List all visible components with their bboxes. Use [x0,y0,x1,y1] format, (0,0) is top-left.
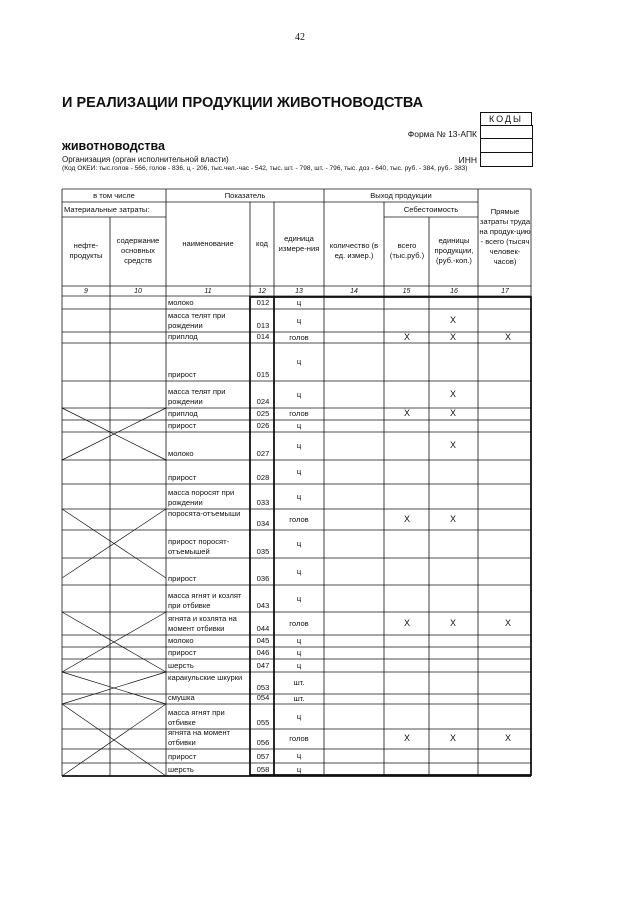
row-unit: ц [296,298,302,307]
row-name: молоко [168,298,194,307]
column-number: 10 [134,288,142,295]
header-quantity: количество (в ед. измер.) [329,241,379,260]
row-unit: голов [289,332,309,342]
row-unit: голов [289,514,309,524]
column-number: 14 [350,288,358,295]
column-number: 13 [295,288,303,295]
form-label: Форма № 13-АПК [407,129,477,139]
row-unit: ц [296,357,302,366]
header-in-total: в том числе [93,191,135,200]
row-code: 057 [256,752,270,761]
row-name: молоко [168,636,194,645]
row-code: 053 [256,683,270,692]
row-name: масса телят при рождении [168,387,226,406]
row-unit: ц [296,593,302,603]
row-code: 055 [256,718,270,727]
not-applicable-mark: X [403,733,410,743]
row-name: ягнята на момент отбивки [168,728,230,747]
row-unit: ц [296,491,302,501]
row-code: 034 [256,519,270,528]
row-unit: ц [296,751,302,760]
row-name: смушка [168,693,195,702]
row-name: прирост [168,574,197,583]
row-unit: ц [296,566,302,576]
row-name: приплод [168,409,198,418]
row-name: прирост [168,421,197,430]
row-code: 035 [256,547,270,556]
header-code: код [256,238,268,248]
not-applicable-mark: X [403,408,410,418]
not-applicable-mark: X [504,331,511,342]
header-labor: Прямые затраты труда на продук-цию - всего (тысяч человек-часов) [479,207,531,266]
not-applicable-mark: X [449,513,456,524]
row-name: масса ягнят и козлят при отбивке [168,591,242,610]
row-code: 015 [256,370,270,379]
row-code: 056 [256,738,270,747]
not-applicable-mark: X [403,513,410,524]
row-code: 028 [256,473,270,482]
header-cost-total: всего (тыс.руб.) [389,241,425,260]
column-number: 9 [84,288,88,295]
not-applicable-mark: X [449,314,456,325]
row-unit: шт. [293,678,305,687]
row-code: 058 [256,765,270,774]
row-name: прирост [168,370,197,379]
not-applicable-mark: X [403,331,410,342]
row-unit: ц [296,636,302,645]
column-number: 16 [450,288,458,295]
section-title: животноводства [62,139,166,153]
not-applicable-mark: X [449,331,456,342]
row-code: 012 [256,298,270,307]
not-applicable-mark: X [504,733,511,743]
row-name: масса ягнят при отбивке [168,708,225,727]
row-name: прирост [168,648,197,657]
row-name: приплод [168,332,198,341]
header-name: наименование [182,238,234,248]
row-unit: голов [289,734,309,743]
header-output: Выход продукции [370,191,432,200]
row-name: прирост поросят-отъемышей [168,537,230,556]
row-unit: ц [296,764,302,774]
row-unit: ц [296,315,302,325]
row-code: 025 [256,409,270,418]
row-unit: ц [296,441,302,450]
row-name: прирост [168,752,197,761]
row-unit: ц [296,421,302,430]
header-cost-unit: единицы продукции, (руб.-коп.) [434,236,474,265]
not-applicable-mark: X [403,617,410,628]
not-applicable-mark: X [449,617,456,628]
row-code: 036 [256,574,270,583]
row-name: поросята-отъемыши [168,509,241,518]
row-code: 026 [256,421,270,430]
row-code: 033 [256,498,270,507]
header-material-costs: Материальные затраты: [64,205,150,214]
not-applicable-mark: X [504,617,511,628]
row-name: ягнята и козлята на момент отбивки [168,614,237,633]
row-unit: голов [289,409,309,418]
row-name: прирост [168,473,197,482]
codes-header: КОДЫ [480,112,532,126]
column-number: 17 [501,288,509,295]
row-unit: шт. [293,694,305,703]
not-applicable-mark: X [449,408,456,418]
row-code: 024 [256,397,270,406]
row-code: 013 [256,321,270,330]
row-unit: ц [296,539,302,548]
row-code: 045 [256,636,270,645]
header-fixed-assets: содержание основных средств [116,236,160,265]
not-applicable-mark: X [449,388,456,399]
row-unit: ц [296,467,302,476]
page-number: 42 [295,32,305,43]
okei-note: (Код ОКЕИ: тыс.голов - 566, голов - 836, ц - 206, тыс.чел.-час - 542, тыс. шт. - 798, шт. - 796, тыс. доз - 640, тыс. руб. - 384, руб.- 383) [62,165,468,172]
row-code: 027 [256,449,270,458]
row-name: шерсть [168,765,194,774]
not-applicable-mark: X [449,733,456,743]
row-unit: ц [296,389,302,399]
not-applicable-mark: X [449,440,456,450]
row-name: масса поросят при рождении [168,488,235,507]
row-name: масса телят при рождении [168,311,226,330]
row-code: 047 [256,661,270,670]
row-unit: ц [296,711,302,721]
row-unit: ц [296,648,302,657]
row-code: 046 [256,648,270,657]
row-name: шерсть [168,661,194,670]
row-name: молоко [168,449,194,458]
row-code: 043 [256,601,270,610]
header-oil-products: нефте-продукты [69,241,103,260]
row-unit: ц [296,660,302,670]
row-code: 044 [256,624,270,633]
column-number: 15 [402,288,411,295]
row-code: 054 [256,693,270,702]
row-code: 014 [256,332,270,341]
header-indicator: Показатель [224,191,266,200]
row-unit: голов [289,618,309,628]
column-number: 12 [258,288,266,295]
row-name: каракульские шкурки [168,673,243,682]
header-unit: единица измере-ния [278,233,320,253]
page-title: И РЕАЛИЗАЦИИ ПРОДУКЦИИ ЖИВОТНОВОДСТВА [62,95,424,111]
header-cost: Себестоимость [403,205,459,214]
org-label: Организация (орган исполнительной власти) [62,155,229,164]
column-number: 11 [204,288,212,295]
inn-label: ИНН [458,155,477,165]
